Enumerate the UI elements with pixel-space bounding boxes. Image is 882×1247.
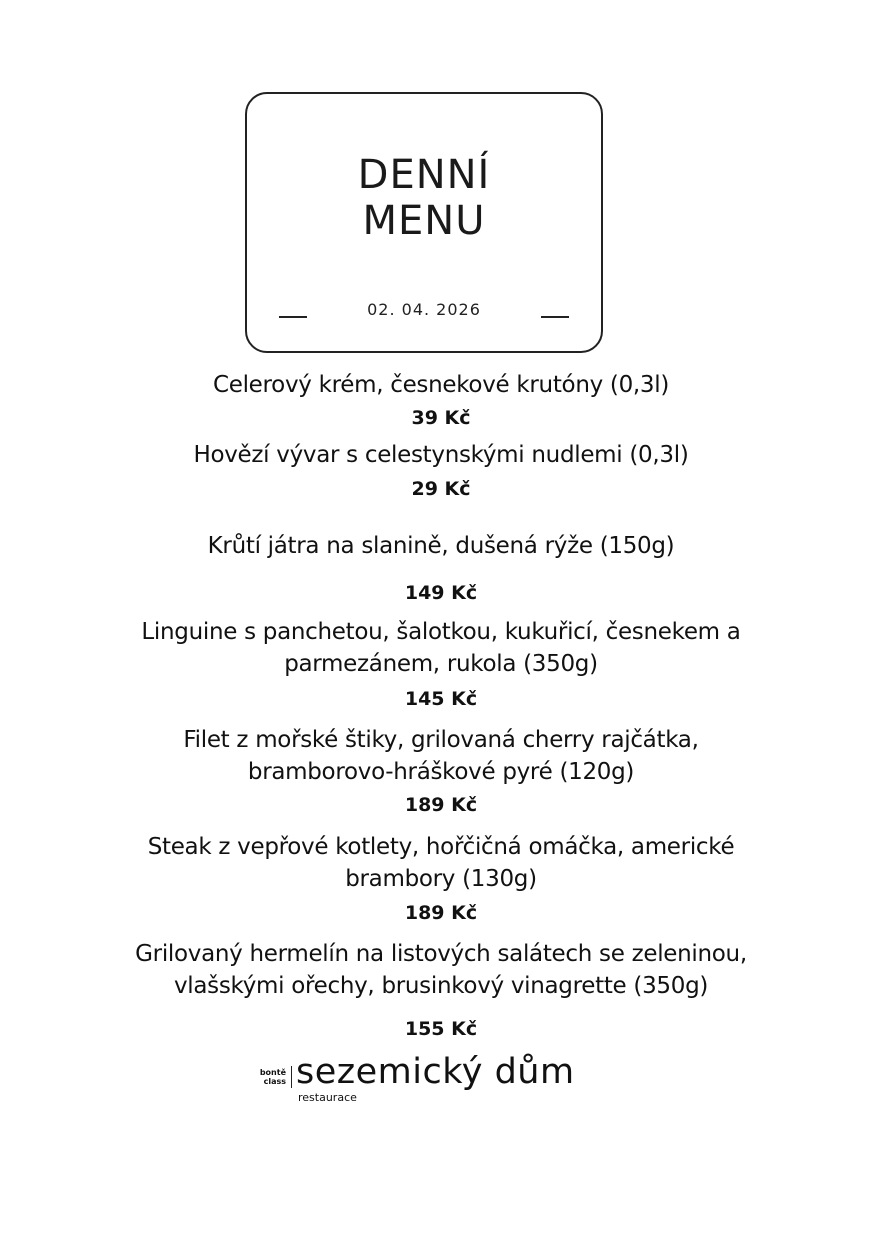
menu-item-name xyxy=(40,616,842,680)
logo-subtitle: restaurace xyxy=(298,1091,357,1104)
logo-brand-small-line: class xyxy=(263,1077,286,1086)
logo-name: sezemický dům xyxy=(296,1052,575,1092)
menu-item-price: 39 Kč xyxy=(411,407,471,429)
menu-item-name-line: Celerový krém, česnekové krutóny (0,3l) xyxy=(212,372,670,398)
menu-item-name xyxy=(40,369,842,401)
menu-title-line-1: DENNÍ xyxy=(357,152,491,198)
menu-item-name-line: Steak z vepřové kotlety, hořčičná omáčka, americké xyxy=(147,834,735,860)
menu-item-name xyxy=(40,831,842,895)
menu-item-name-line: Hovězí vývar s celestynskými nudlemi (0,3l) xyxy=(193,442,689,468)
menu-item-name-line: brambory (130g) xyxy=(345,866,537,892)
decorative-dash-right xyxy=(541,316,569,318)
menu-item-price: 29 Kč xyxy=(411,478,471,500)
menu-date: 02. 04. 2026 xyxy=(367,300,481,319)
logo-group xyxy=(252,1052,612,1108)
menu-item-name-line: Krůtí játra na slanině, dušená rýže (150g) xyxy=(207,533,675,559)
menu-item-name-line: vlašskými ořechy, brusinkový vinagrette (350g) xyxy=(173,973,709,999)
menu-item-name-line: bramborovo-hráškové pyré (120g) xyxy=(247,759,635,785)
menu-item-price: 189 Kč xyxy=(404,902,478,924)
menu-item-name-line: Linguine s panchetou, šalotkou, kukuřicí, česnekem a xyxy=(141,619,741,645)
logo-divider xyxy=(291,1066,292,1088)
menu-item-name xyxy=(40,938,842,1002)
menu-item-name xyxy=(40,724,842,788)
menu-item-name-line: Grilovaný hermelín na listových salátech se zeleninou, xyxy=(135,941,747,967)
logo-brand-small-line: bontě xyxy=(259,1068,286,1077)
menu-item-name-line: Filet z mořské štiky, grilovaná cherry rajčátka, xyxy=(183,727,699,753)
logo-brand-small xyxy=(252,1068,286,1086)
menu-item-name xyxy=(40,530,842,562)
menu-item-name-line: parmezánem, rukola (350g) xyxy=(284,651,598,677)
menu-item-name xyxy=(40,439,842,471)
menu-title-line-2: MENU xyxy=(362,198,486,244)
menu-header-box xyxy=(245,92,603,353)
menu-item-price: 149 Kč xyxy=(404,582,478,604)
menu-item-price: 189 Kč xyxy=(404,794,478,816)
menu-item-price: 155 Kč xyxy=(404,1018,478,1040)
menu-item-price: 145 Kč xyxy=(404,688,478,710)
restaurant-logo xyxy=(0,1052,882,1108)
menu-title xyxy=(247,152,601,244)
